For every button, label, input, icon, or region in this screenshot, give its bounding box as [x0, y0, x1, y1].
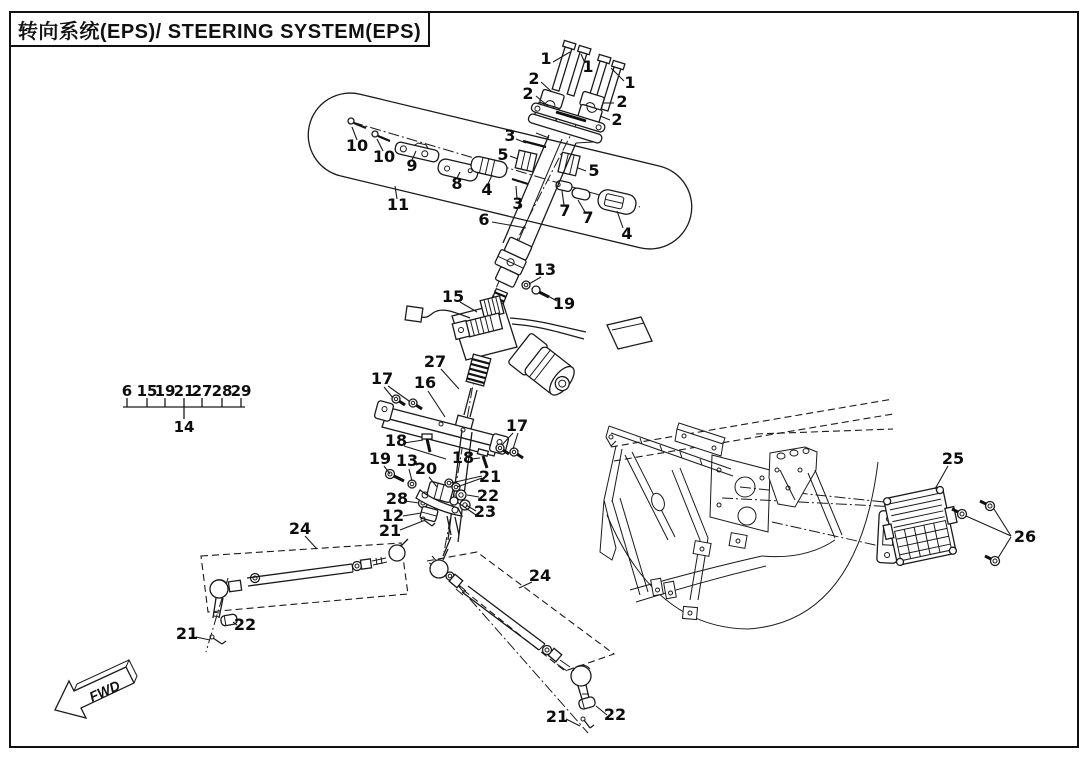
callout-2: 2: [528, 69, 540, 89]
callout-12: 12: [381, 506, 405, 526]
group-item-27: 27: [191, 381, 213, 400]
title-box: [9, 11, 430, 47]
group-item-29: 29: [230, 381, 252, 400]
group-item-15: 15: [136, 381, 158, 400]
group-item-6: 6: [121, 381, 133, 400]
callout-27: 27: [423, 352, 447, 372]
callout-1: 1: [540, 49, 552, 69]
callout-21: 21: [378, 521, 402, 541]
callout-19: 19: [552, 294, 576, 314]
group-number: 14: [173, 417, 195, 436]
callout-20: 20: [414, 459, 438, 479]
callout-7: 7: [559, 201, 571, 221]
page-title: 转向系统(EPS)/ STEERING SYSTEM(EPS): [17, 20, 422, 43]
callout-7: 7: [582, 208, 594, 228]
fwd-label: FWD: [86, 677, 123, 705]
callout-4: 4: [621, 224, 633, 244]
callout-2: 2: [616, 92, 628, 112]
callout-1: 1: [582, 57, 594, 77]
callout-19: 19: [368, 449, 392, 469]
callout-21: 21: [545, 707, 569, 727]
group-item-21: 21: [173, 381, 195, 400]
callout-16: 16: [413, 373, 437, 393]
callout-18: 18: [451, 448, 475, 468]
callout-18: 18: [384, 431, 408, 451]
callout-5: 5: [588, 161, 600, 181]
callout-24: 24: [288, 519, 312, 539]
page-border: [9, 11, 1079, 748]
callout-10: 10: [345, 136, 369, 156]
callout-2: 2: [611, 110, 623, 130]
callout-9: 9: [406, 156, 418, 176]
group-item-19: 19: [154, 381, 176, 400]
group-item-28: 28: [211, 381, 233, 400]
callout-11: 11: [386, 195, 410, 215]
callout-13: 13: [395, 451, 419, 471]
callout-3: 3: [504, 126, 516, 146]
callout-22: 22: [233, 615, 257, 635]
callout-10: 10: [372, 147, 396, 167]
callout-2: 2: [522, 84, 534, 104]
callout-8: 8: [451, 174, 463, 194]
callout-28: 28: [385, 489, 409, 509]
callout-24: 24: [528, 566, 552, 586]
callout-4: 4: [481, 180, 493, 200]
callout-23: 23: [473, 502, 497, 522]
callout-21: 21: [478, 467, 502, 487]
callout-25: 25: [941, 449, 965, 469]
callout-22: 22: [476, 486, 500, 506]
callout-17: 17: [370, 369, 394, 389]
callout-26: 26: [1013, 527, 1037, 547]
callout-15: 15: [441, 287, 465, 307]
callout-13: 13: [533, 260, 557, 280]
callout-22: 22: [603, 705, 627, 725]
callout-17: 17: [505, 416, 529, 436]
callout-6: 6: [478, 210, 490, 230]
callout-3: 3: [512, 194, 524, 214]
callout-5: 5: [497, 145, 509, 165]
callout-1: 1: [624, 73, 636, 93]
callout-21: 21: [175, 624, 199, 644]
